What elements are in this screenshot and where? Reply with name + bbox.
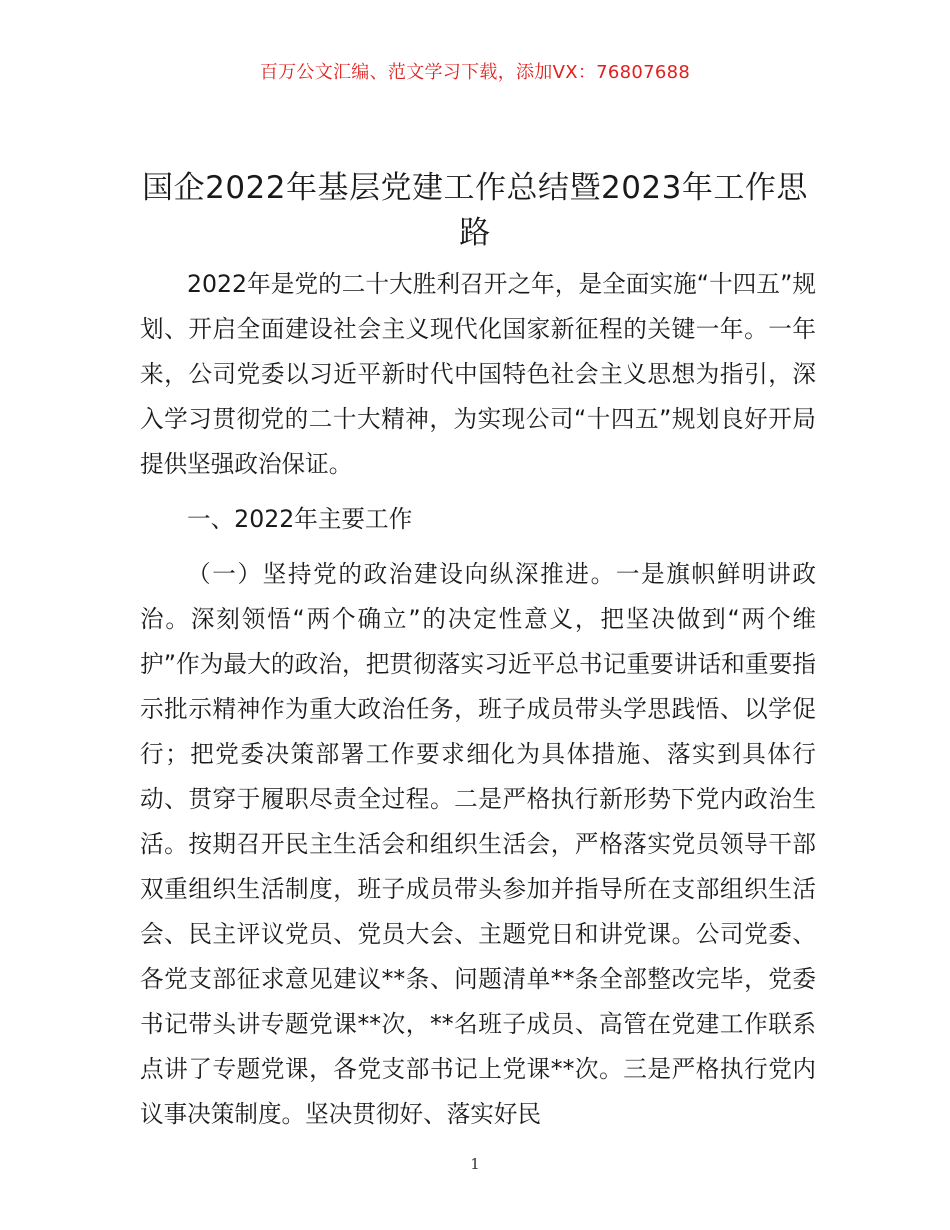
- section-heading: 一、2022年主要工作: [187, 505, 413, 533]
- intro-paragraph: 2022年是党的二十大胜利召开之年，是全面实施“十四五”规划、开启全面建设社会主义现代化国家新征程的关键一年。一年来，公司党委以习近平新时代中国特色社会主义思想为指引，深入学习贯彻党的二十大精神，为实现公司“十四五”规划良好开局提供坚强政治保证。: [140, 270, 816, 478]
- page-number: 1: [470, 1155, 480, 1173]
- body-paragraph: （一）坚持党的政治建设向纵深推进。一是旗帜鲜明讲政治。深刻领悟“两个确立”的决定性意义，把坚决做到“两个维护”作为最大的政治，把贯彻落实习近平总书记重要讲话和重要指示批示精神作为重大政治任务，班子成员带头学思践悟、以学促行；把党委决策部署工作要求细化为具体措施、落实到具体行动、贯穿于履职尽责全过程。二是严格执行新形势下党内政治生活。按期召开民主生活会和组织生活会，严格落实党员领导干部双重组织生活制度，班子成员带头参加并指导所在支部组织生活会、民主评议党员、党员大会、主题党日和讲党课。公司党委、各党支部征求意见建议**条、问题清单**条全部整改完毕，党委书记带头讲专题党课**次，**名班子成员、高管在党建工作联系点讲了专题党课，各党支部书记上党课**次。三是严格执行党内议事决策制度。坚决贯彻好、落实好民: [140, 560, 816, 1128]
- header-watermark: 百万公文汇编、范文学习下载，添加VX：76807688: [259, 62, 691, 83]
- document-title: 国企2022年基层党建工作总结暨2023年工作思路: [142, 170, 808, 251]
- document-body: [140, 262, 816, 1137]
